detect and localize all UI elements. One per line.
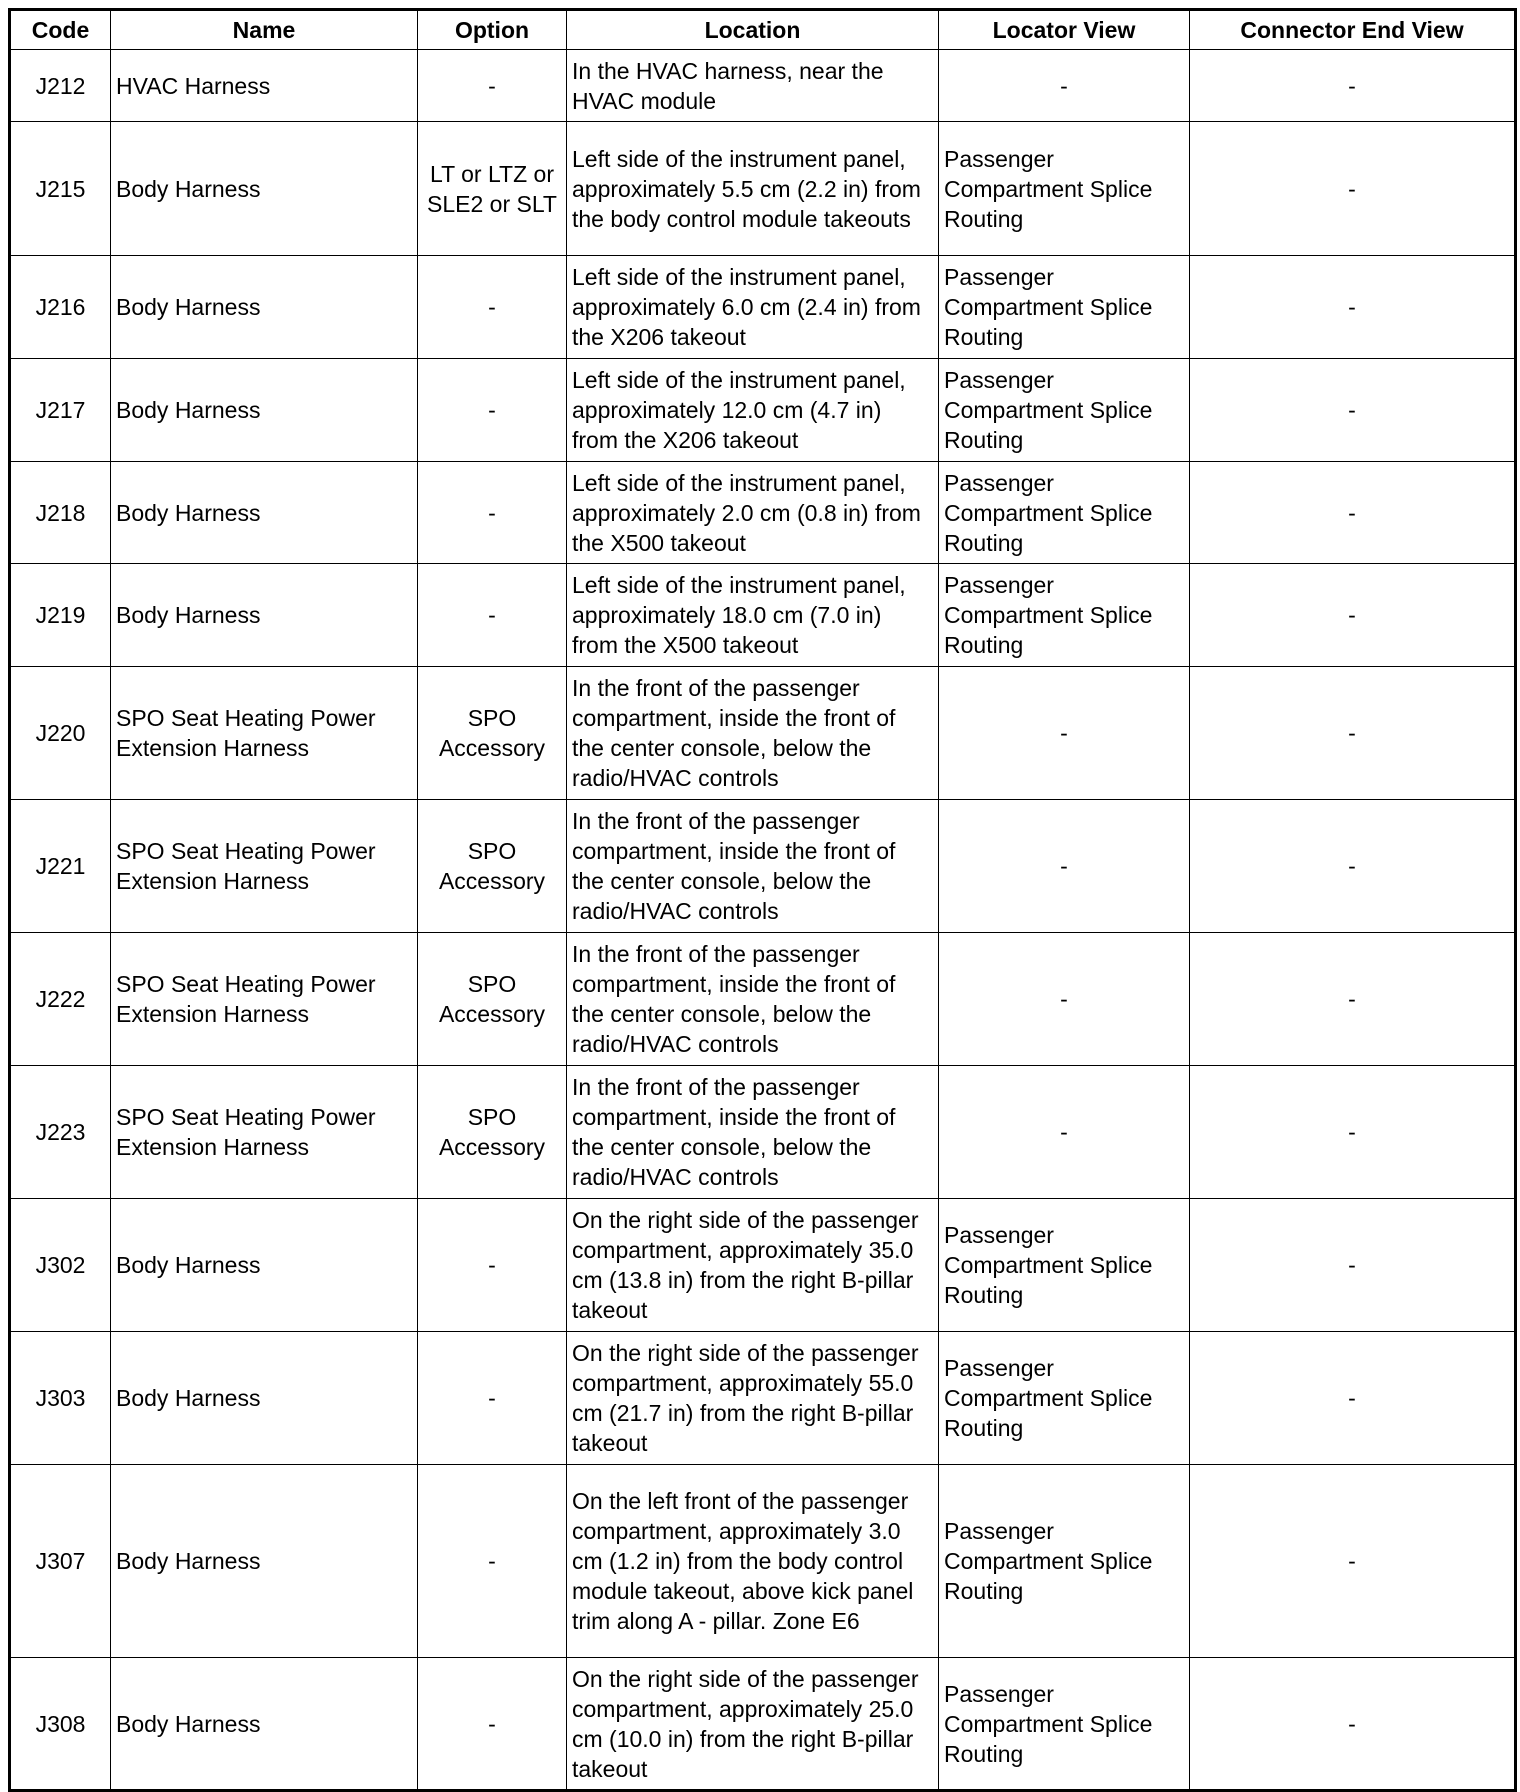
cell-location: Left side of the instrument panel, approximately 12.0 cm (4.7 in) from the X206 takeout: [567, 359, 939, 462]
cell-option: -: [418, 50, 567, 122]
cell-connector-end-view: -: [1190, 800, 1516, 933]
header-row: [10, 10, 1516, 50]
table-row: [10, 1332, 1516, 1465]
cell-name: SPO Seat Heating Power Extension Harness: [111, 667, 418, 800]
cell-locator-view: Passenger Compartment Splice Routing: [939, 1332, 1190, 1465]
cell-option: -: [418, 564, 567, 667]
cell-name: Body Harness: [111, 1465, 418, 1658]
cell-location: On the right side of the passenger compartment, approximately 55.0 cm (21.7 in) from the right B-pillar takeout: [567, 1332, 939, 1465]
cell-locator-view: Passenger Compartment Splice Routing: [939, 122, 1190, 256]
cell-option: SPO Accessory: [418, 1066, 567, 1199]
table-row: [10, 50, 1516, 122]
cell-location: On the right side of the passenger compartment, approximately 25.0 cm (10.0 in) from the right B-pillar takeout: [567, 1658, 939, 1791]
table-row: [10, 122, 1516, 256]
cell-connector-end-view: -: [1190, 933, 1516, 1066]
splice-table: [8, 8, 1517, 1792]
cell-connector-end-view: -: [1190, 1199, 1516, 1332]
header-name: Name: [111, 10, 418, 50]
header-location: Location: [567, 10, 939, 50]
table-row: [10, 1658, 1516, 1791]
header-connector-end-view: Connector End View: [1190, 10, 1516, 50]
cell-location: Left side of the instrument panel, approximately 2.0 cm (0.8 in) from the X500 takeout: [567, 462, 939, 564]
cell-locator-view: Passenger Compartment Splice Routing: [939, 1199, 1190, 1332]
cell-location: In the front of the passenger compartment, inside the front of the center console, below the radio/HVAC controls: [567, 800, 939, 933]
cell-locator-view: Passenger Compartment Splice Routing: [939, 1465, 1190, 1658]
cell-code: J222: [10, 933, 111, 1066]
cell-option: SPO Accessory: [418, 800, 567, 933]
cell-connector-end-view: -: [1190, 359, 1516, 462]
cell-location: In the front of the passenger compartment, inside the front of the center console, below the radio/HVAC controls: [567, 1066, 939, 1199]
cell-option: -: [418, 256, 567, 359]
cell-code: J302: [10, 1199, 111, 1332]
cell-name: SPO Seat Heating Power Extension Harness: [111, 1066, 418, 1199]
table-row: [10, 933, 1516, 1066]
cell-location: In the front of the passenger compartment, inside the front of the center console, below the radio/HVAC controls: [567, 933, 939, 1066]
table-row: [10, 256, 1516, 359]
cell-code: J212: [10, 50, 111, 122]
cell-connector-end-view: -: [1190, 564, 1516, 667]
cell-location: On the left front of the passenger compartment, approximately 3.0 cm (1.2 in) from the body control module takeout, above kick panel trim along A - pillar. Zone E6: [567, 1465, 939, 1658]
cell-name: Body Harness: [111, 564, 418, 667]
cell-code: J216: [10, 256, 111, 359]
cell-name: SPO Seat Heating Power Extension Harness: [111, 800, 418, 933]
cell-code: J223: [10, 1066, 111, 1199]
cell-option: SPO Accessory: [418, 667, 567, 800]
header-option: Option: [418, 10, 567, 50]
cell-name: Body Harness: [111, 1332, 418, 1465]
cell-code: J221: [10, 800, 111, 933]
cell-code: J215: [10, 122, 111, 256]
cell-connector-end-view: -: [1190, 462, 1516, 564]
cell-option: -: [418, 1658, 567, 1791]
cell-option: -: [418, 1332, 567, 1465]
cell-connector-end-view: -: [1190, 122, 1516, 256]
cell-locator-view: Passenger Compartment Splice Routing: [939, 564, 1190, 667]
cell-connector-end-view: -: [1190, 1332, 1516, 1465]
cell-name: HVAC Harness: [111, 50, 418, 122]
cell-name: Body Harness: [111, 462, 418, 564]
header-code: Code: [10, 10, 111, 50]
cell-locator-view: Passenger Compartment Splice Routing: [939, 256, 1190, 359]
cell-locator-view: -: [939, 1066, 1190, 1199]
cell-connector-end-view: -: [1190, 256, 1516, 359]
cell-name: SPO Seat Heating Power Extension Harness: [111, 933, 418, 1066]
table-row: [10, 800, 1516, 933]
cell-locator-view: -: [939, 933, 1190, 1066]
cell-connector-end-view: -: [1190, 1658, 1516, 1791]
cell-name: Body Harness: [111, 1658, 418, 1791]
cell-option: -: [418, 1465, 567, 1658]
table-row: [10, 1465, 1516, 1658]
cell-name: Body Harness: [111, 122, 418, 256]
table-row: [10, 462, 1516, 564]
table-row: [10, 564, 1516, 667]
cell-location: Left side of the instrument panel, approximately 5.5 cm (2.2 in) from the body control module takeouts: [567, 122, 939, 256]
cell-code: J307: [10, 1465, 111, 1658]
table-row: [10, 1199, 1516, 1332]
cell-name: Body Harness: [111, 256, 418, 359]
table-row: [10, 359, 1516, 462]
cell-connector-end-view: -: [1190, 1066, 1516, 1199]
cell-location: On the right side of the passenger compartment, approximately 35.0 cm (13.8 in) from the right B-pillar takeout: [567, 1199, 939, 1332]
table-row: [10, 667, 1516, 800]
cell-connector-end-view: -: [1190, 667, 1516, 800]
cell-option: LT or LTZ or SLE2 or SLT: [418, 122, 567, 256]
cell-option: -: [418, 1199, 567, 1332]
cell-location: In the HVAC harness, near the HVAC module: [567, 50, 939, 122]
cell-code: J220: [10, 667, 111, 800]
cell-option: -: [418, 359, 567, 462]
cell-location: In the front of the passenger compartment, inside the front of the center console, below the radio/HVAC controls: [567, 667, 939, 800]
cell-option: -: [418, 462, 567, 564]
table-row: [10, 1066, 1516, 1199]
header-locator-view: Locator View: [939, 10, 1190, 50]
cell-locator-view: -: [939, 50, 1190, 122]
cell-code: J303: [10, 1332, 111, 1465]
cell-code: J308: [10, 1658, 111, 1791]
cell-name: Body Harness: [111, 1199, 418, 1332]
cell-code: J218: [10, 462, 111, 564]
cell-locator-view: -: [939, 667, 1190, 800]
cell-name: Body Harness: [111, 359, 418, 462]
cell-location: Left side of the instrument panel, approximately 18.0 cm (7.0 in) from the X500 takeout: [567, 564, 939, 667]
cell-connector-end-view: -: [1190, 50, 1516, 122]
cell-locator-view: Passenger Compartment Splice Routing: [939, 1658, 1190, 1791]
cell-locator-view: -: [939, 800, 1190, 933]
cell-location: Left side of the instrument panel, approximately 6.0 cm (2.4 in) from the X206 takeout: [567, 256, 939, 359]
cell-locator-view: Passenger Compartment Splice Routing: [939, 462, 1190, 564]
cell-option: SPO Accessory: [418, 933, 567, 1066]
cell-code: J219: [10, 564, 111, 667]
cell-locator-view: Passenger Compartment Splice Routing: [939, 359, 1190, 462]
cell-code: J217: [10, 359, 111, 462]
cell-connector-end-view: -: [1190, 1465, 1516, 1658]
